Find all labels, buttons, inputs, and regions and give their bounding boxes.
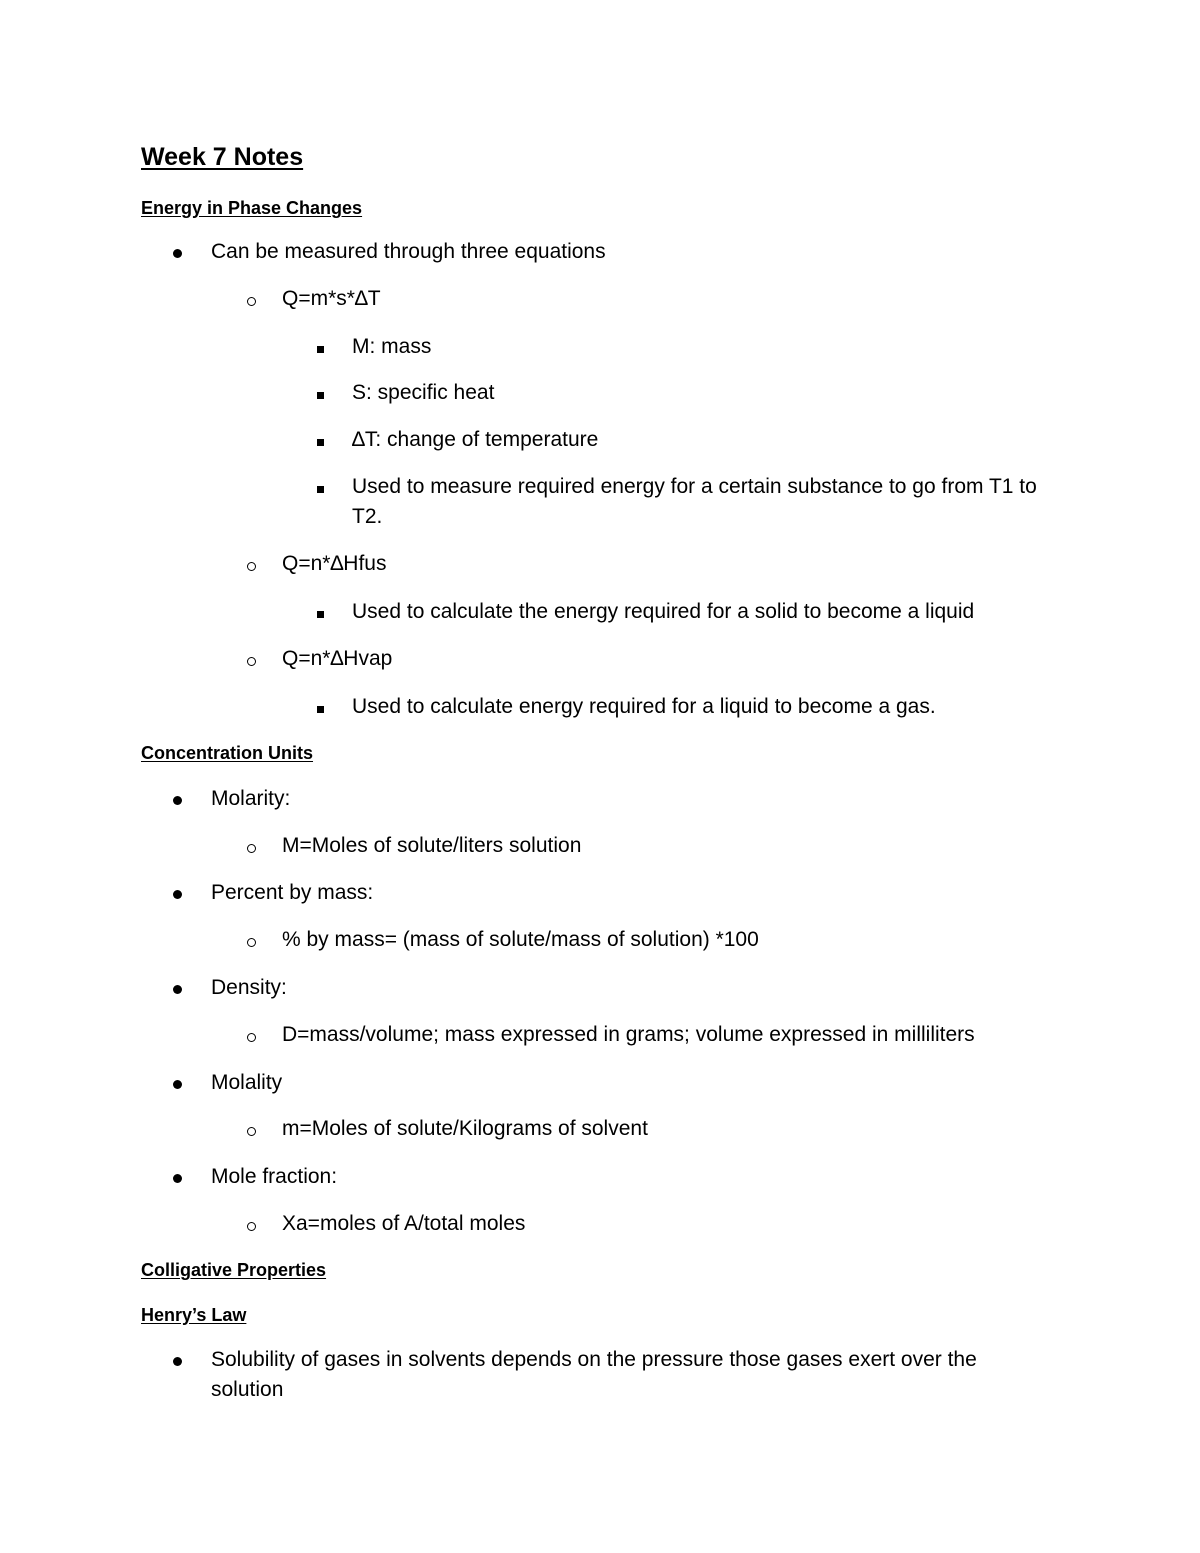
bullet-square-icon (317, 706, 324, 713)
bullet-circle-icon (247, 297, 256, 306)
heading-concentration-units: Concentration Units (141, 743, 314, 763)
bullet-circle-icon (247, 562, 256, 571)
heading-henrys-law: Henry’s Law (141, 1305, 247, 1325)
bullet-circle-icon (247, 1127, 256, 1136)
bullet-square-icon (317, 611, 324, 618)
bullet-circle-icon (247, 938, 256, 947)
bullet-disc-icon (173, 1174, 182, 1183)
bullet-circle-icon (247, 1222, 256, 1231)
bullet-disc-icon (173, 985, 182, 994)
bullet-disc-icon (173, 1080, 182, 1089)
bullet-disc-icon (173, 890, 182, 899)
bullet-square-icon (317, 346, 324, 353)
heading-energy-in-phase-changes: Energy in Phase Changes (141, 198, 363, 218)
bullet-square-icon (317, 486, 324, 493)
bullet-circle-icon (247, 844, 256, 853)
page-title: Week 7 Notes (141, 143, 304, 171)
bullet-square-icon (317, 439, 324, 446)
bullet-circle-icon (247, 1033, 256, 1042)
bullet-disc-icon (173, 1357, 182, 1366)
bullet-square-icon (317, 392, 324, 399)
bullet-disc-icon (173, 796, 182, 805)
bullet-disc-icon (173, 249, 182, 258)
bullet-circle-icon (247, 657, 256, 666)
heading-colligative-properties: Colligative Properties (141, 1260, 327, 1280)
